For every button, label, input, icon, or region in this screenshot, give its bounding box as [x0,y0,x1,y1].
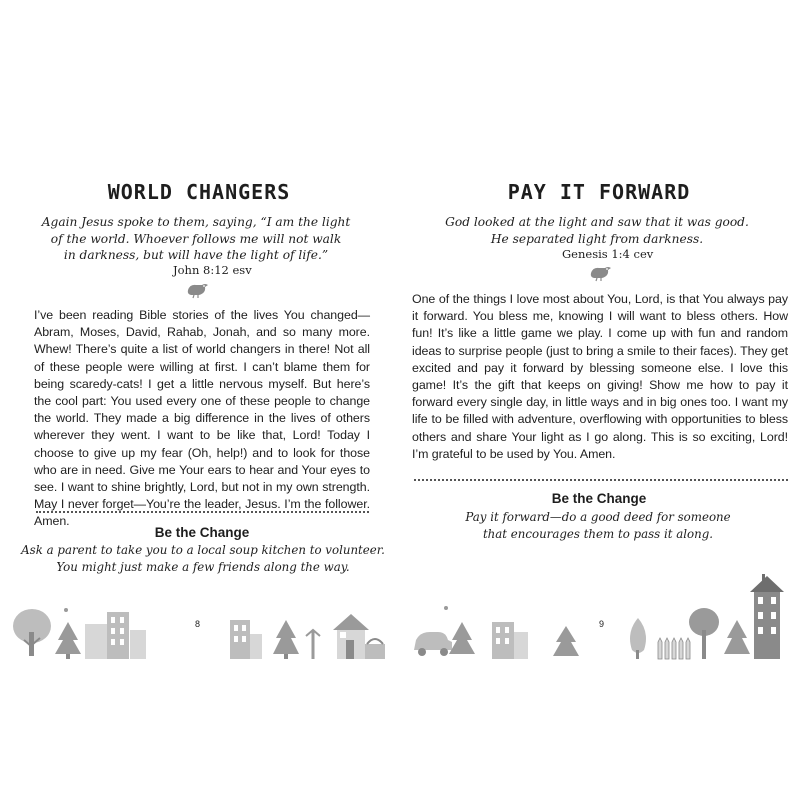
page-title: PAY IT FORWARD [507,180,691,204]
verse-line: He separated light from darkness. [490,231,704,246]
change-line: You might just make a few friends along the way. [56,559,350,574]
be-the-change-text [398,509,798,542]
change-line: that encourages them to pass it along. [482,526,714,541]
dotted-divider [414,479,788,481]
verse-line: Again Jesus spoke to them, saying, “I am the light [41,215,351,229]
town-scene-illustration [0,570,400,660]
bird-icon [588,264,614,282]
page-title: WORLD CHANGERS [107,180,291,204]
scripture-verse [0,214,396,277]
prayer-text: I’ve been reading Bible stories of the lives You changed—Abram, Moses, David, Rahab, Jonah, and so many more. Whew! There’s quite a list of world changers in there! Not all of these people were willing at first. I can’t blame them for being scaredy-cats! I get a little nervous myself. But here’s the cool part: You used every one of these people to change the world. They made a big difference in the lives of others wherever they went. I want to be like that, Lord! Today I choose to give up my fear (Oh, help!) and to look for those who are in need. Give me Your ears to hear and Your eyes to see. I want to shine brightly, Lord, but not in my own strength. May I never forget—You’re the leader, Jesus. I’m the follower. Amen. [34,308,370,529]
scripture-verse [397,214,797,261]
change-line: Pay it forward—do a good deed for someone [465,510,731,524]
be-the-change-heading: Be the Change [551,491,647,506]
change-line: Ask a parent to take you to a local soup kitchen to volunteer. [21,543,385,557]
page-number: 9 [599,619,605,629]
town-scene-illustration [400,570,800,660]
dotted-divider [36,511,369,513]
verse-line: God looked at the light and saw that it was good. [445,215,749,229]
right-page [400,0,800,800]
verse-reference: Genesis 1:4 cev [562,247,654,261]
be-the-change-heading: Be the Change [154,525,250,540]
verse-reference: John 8:12 esv [173,263,252,277]
page-number: 8 [195,619,201,629]
verse-line: of the world. Whoever follows me will not walk [50,231,342,246]
verse-line: in darkness, but will have the light of life.” [63,248,329,262]
prayer-text: One of the things I love most about You, Lord, is that You always pay it forward. You bless me, knowing I will want to bless others. How fun! It’s like a little game we play. I come up with fun and random ideas to surprise people (just to bring a smile to their faces). They get excited and pay it forward by blessing someone else. I love this game! It’s the gift that keeps on giving! Show me how to pay it forward every single day, in little ways and in big ones too. I want my life to be filled with adventure, overflowing with opportunities to bless others and share Your light as I go along. This is so exciting, Lord! I’m grateful to be used by You. Amen. [412,292,788,461]
bird-icon [185,281,211,299]
